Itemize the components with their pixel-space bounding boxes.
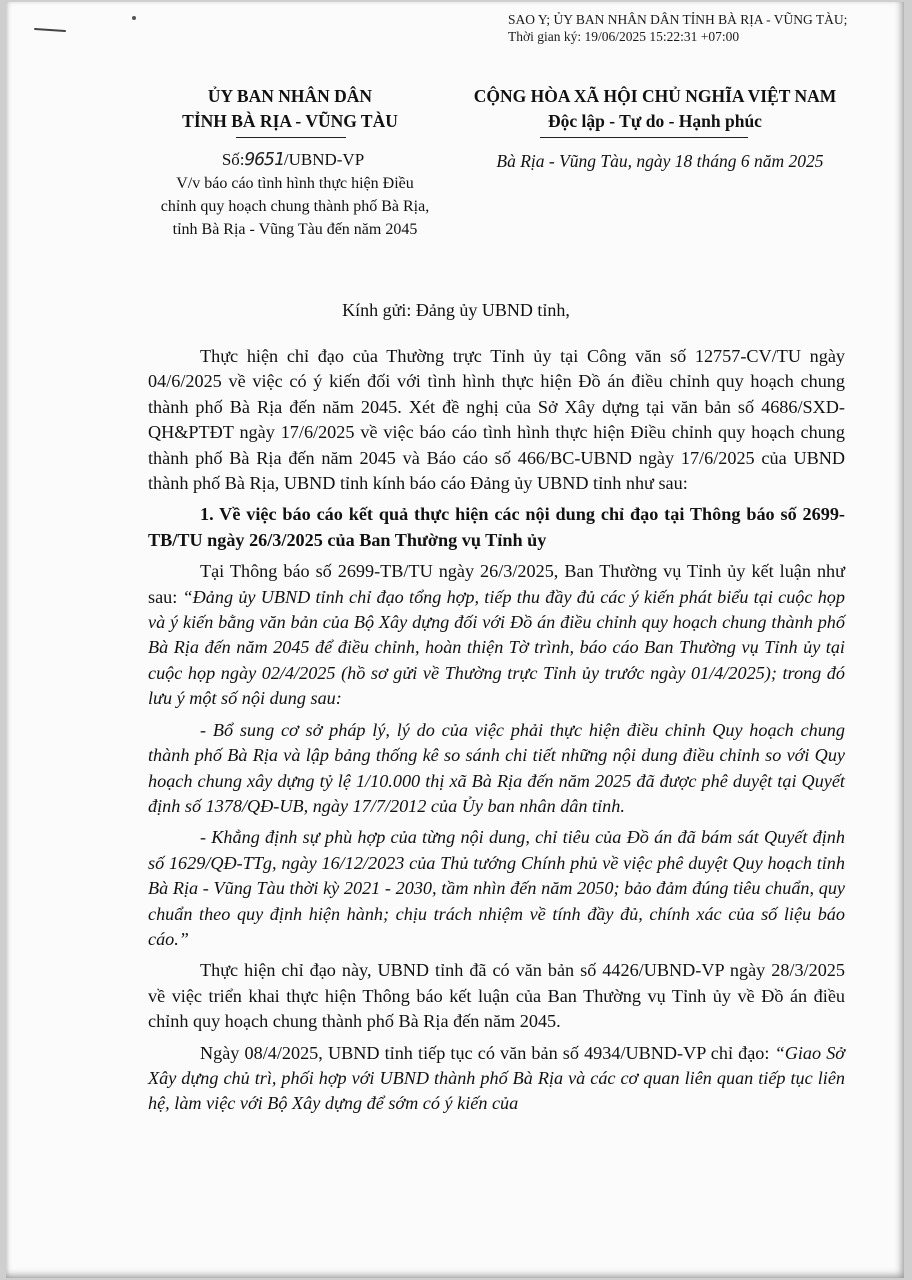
issuing-organization bbox=[150, 84, 430, 134]
place-date-line: Bà Rịa - Vũng Tàu, ngày 18 tháng 6 năm 2025 bbox=[496, 151, 824, 171]
digital-signature-stamp bbox=[508, 11, 900, 45]
conclusion-lead: Tại Thông báo số 2699-TB/TU ngày 26/3/2025, Ban Thường vụ Tỉnh ủy kết luận như sau: bbox=[148, 561, 845, 607]
document-body bbox=[148, 344, 845, 1123]
paragraph-intro: Thực hiện chỉ đạo của Thường trực Tỉnh ủy tại Công văn số 12757-CV/TU ngày 04/6/2025 về việc có ý kiến đối với tình hình thực hiện Đồ án điều chỉnh quy hoạch chung thành phố Bà Rịa đến năm 2045. Xét đề nghị của Sở Xây dựng tại văn bản số 4686/SXD-QH&PTĐT ngày 17/6/2025 về việc báo cáo tình hình thực hiện Điều chỉnh quy hoạch chung thành phố Bà Rịa đến năm 2045 và Báo cáo số 466/BC-UBND ngày 17/6/2025 của UBND thành phố Bà Rịa, UBND tỉnh kính báo cáo Đảng ủy UBND tỉnh như sau: bbox=[148, 346, 845, 494]
national-motto: Độc lập - Tự do - Hạnh phúc bbox=[548, 111, 762, 131]
stamp-line-2: Thời gian ký: 19/06/2025 15:22:31 +07:00 bbox=[508, 29, 740, 44]
section-heading-1: 1. Về việc báo cáo kết quả thực hiện các nội dung chỉ đạo tại Thông báo số 2699-TB/TU ngày 26/3/2025 của Ban Thường vụ Tỉnh ủy bbox=[148, 504, 845, 550]
doc-number-suffix: /UBND-VP bbox=[283, 150, 365, 169]
conclusion-quote: “Đảng ủy UBND tỉnh chỉ đạo tổng hợp, tiếp thu đầy đủ các ý kiến phát biểu tại cuộc họp và ý kiến bằng văn bản của Bộ Xây dựng đối với Đồ án điều chỉnh quy hoạch chung thành phố Bà Rịa đến năm 2045 để điều chỉnh, hoàn thiện Tờ trình, báo cáo Ban Thường vụ Tỉnh ủy tại cuộc họp ngày 02/4/2025 (hồ sơ gửi về Thường trực Tỉnh ủy trước ngày 01/4/2025); trong đó lưu ý một số nội dung sau: bbox=[148, 586, 845, 709]
doc-number-prefix: Số: bbox=[221, 150, 245, 169]
doc-number-handwritten: 9651 bbox=[244, 149, 284, 170]
stamp-line-1: SAO Y; ỦY BAN NHÂN DÂN TỈNH BÀ RỊA - VŨNG TÀU; bbox=[508, 12, 848, 27]
pen-mark bbox=[34, 28, 66, 32]
document-subject bbox=[150, 172, 440, 241]
paragraph-conclusion bbox=[148, 559, 845, 711]
paragraph-implementation: Thực hiện chỉ đạo này, UBND tỉnh đã có văn bản số 4426/UBND-VP ngày 28/3/2025 về việc triển khai thực hiện Thông báo kết luận của Ban Thường vụ Tỉnh ủy về Đồ án điều chỉnh quy hoạch chung thành phố Bà Rịa đến năm 2045. bbox=[148, 960, 845, 1032]
document-number bbox=[148, 148, 438, 172]
bullet-legal-basis: - Bổ sung cơ sở pháp lý, lý do của việc phải thực hiện điều chỉnh Quy hoạch chung thành phố Bà Rịa và lập bảng thống kê so sánh chi tiết những nội dung điều chỉnh so với Quy hoạch chung xây dựng tỷ lệ 1/10.000 thị xã Bà Rịa đến năm 2025 đã được phê duyệt tại Quyết định số 1378/QĐ-UB, ngày 17/7/2012 của Ủy ban nhân dân tỉnh. bbox=[148, 719, 845, 816]
subject-line-2: chỉnh quy hoạch chung thành phố Bà Rịa, bbox=[160, 198, 430, 215]
org-underline bbox=[236, 137, 346, 138]
national-heading bbox=[440, 84, 870, 134]
subject-line-1: V/v báo cáo tình hình thực hiện Điều bbox=[176, 175, 414, 192]
motto-underline bbox=[540, 137, 748, 138]
pen-dot bbox=[132, 16, 136, 20]
subject-line-3: tỉnh Bà Rịa - Vũng Tàu đến năm 2045 bbox=[172, 221, 418, 238]
followup-quote: “Giao Sở Xây dựng chủ trì, phối hợp với UBND thành phố Bà Rịa và các cơ quan liên quan tiếp tục liên hệ, làm việc với Bộ Xây dựng để sớm có ý kiến của bbox=[148, 1042, 845, 1114]
followup-lead: Ngày 08/4/2025, UBND tỉnh tiếp tục có văn bản số 4934/UBND-VP chỉ đạo: bbox=[200, 1042, 775, 1063]
nation-name: CỘNG HÒA XÃ HỘI CHỦ NGHĨA VIỆT NAM bbox=[473, 86, 837, 106]
recipient-line: Kính gửi: Đảng ủy UBND tỉnh, bbox=[342, 300, 570, 320]
org-line-1: ỦY BAN NHÂN DÂN bbox=[207, 86, 373, 106]
bullet-conformity: - Khẳng định sự phù hợp của từng nội dung, chỉ tiêu của Đồ án đã bám sát Quyết định số 1629/QĐ-TTg, ngày 16/12/2023 của Thủ tướng Chính phủ về việc phê duyệt Quy hoạch tỉnh Bà Rịa - Vũng Tàu thời kỳ 2021 - 2030, tầm nhìn đến năm 2050; bảo đảm đúng tiêu chuẩn, quy chuẩn theo quy định hiện hành; chịu trách nhiệm về tính đầy đủ, chính xác của số liệu báo cáo.” bbox=[148, 827, 845, 949]
org-line-2: TỈNH BÀ RỊA - VŨNG TÀU bbox=[182, 111, 398, 131]
paragraph-followup bbox=[148, 1041, 845, 1117]
